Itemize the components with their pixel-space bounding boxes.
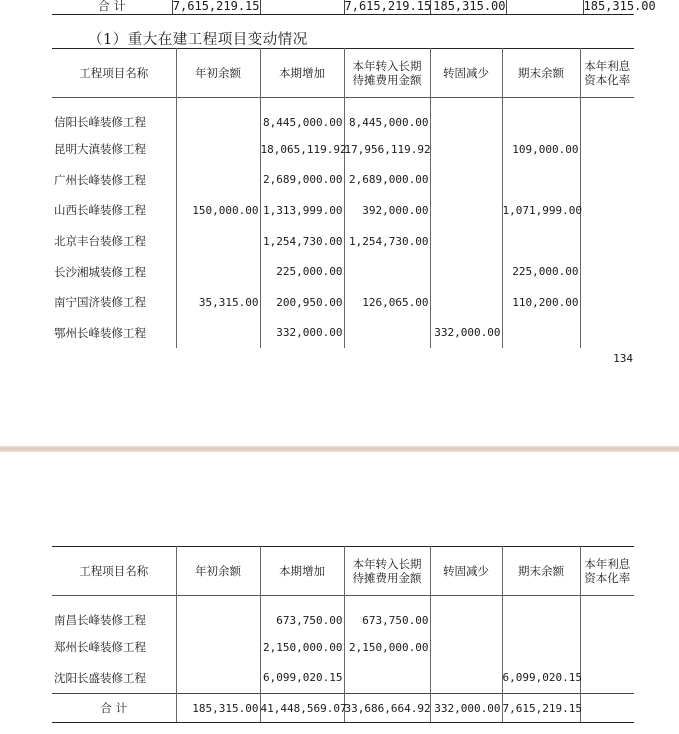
construction-projects-table [52, 48, 634, 348]
total-row [52, 694, 634, 723]
section-heading: （1）重大在建工程项目变动情况 [88, 32, 308, 48]
amount-cell [176, 256, 260, 287]
amount-cell [176, 596, 260, 633]
amount-cell: 150,000.00 [176, 195, 260, 226]
amount-cell: 673,750.00 [344, 596, 430, 633]
column-header-line: 工程项目名称 [79, 564, 149, 578]
amount-cell [430, 195, 502, 226]
column-header-line: 年初余额 [195, 564, 241, 578]
amount-cell: 2,689,000.00 [344, 165, 430, 196]
total-cell [260, 0, 344, 15]
amount-cell [430, 98, 502, 135]
total-amount-cell: 7,615,219.15 [502, 694, 580, 723]
amount-cell [580, 226, 634, 257]
table-row [52, 256, 634, 287]
amount-cell [176, 632, 260, 663]
column-header-line: 待摊费用金额 [352, 73, 422, 87]
project-name-cell: 昆明大滇装修工程 [54, 142, 146, 157]
page-number: 134 [613, 352, 633, 365]
project-name-cell: 北京丰台装修工程 [54, 234, 146, 249]
amount-cell: 332,000.00 [260, 318, 344, 349]
amount-cell: 1,071,999.00 [502, 195, 580, 226]
amount-cell: 1,254,730.00 [260, 226, 344, 257]
column-header-line: 转固减少 [443, 564, 489, 578]
project-name-cell: 郑州长峰装修工程 [54, 640, 146, 655]
amount-cell [176, 165, 260, 196]
amount-cell: 2,150,000.00 [260, 632, 344, 663]
amount-cell [580, 165, 634, 196]
amount-cell [502, 165, 580, 196]
column-header [176, 49, 260, 98]
table-header-row [52, 49, 634, 98]
amount-cell [580, 318, 634, 349]
column-header [52, 547, 176, 596]
amount-cell [176, 98, 260, 135]
amount-cell [430, 134, 502, 165]
project-name-cell: 沈阳长盛装修工程 [54, 670, 146, 685]
amount-cell: 2,150,000.00 [344, 632, 430, 663]
table-body [52, 98, 634, 349]
amount-cell [430, 256, 502, 287]
table-row [52, 318, 634, 349]
column-header [430, 547, 502, 596]
total-amount-cell: 33,686,664.92 [344, 694, 430, 723]
column-header-line: 本年转入长期 [352, 59, 422, 73]
total-cell: 185,315.00 [430, 0, 506, 15]
table-row [52, 226, 634, 257]
column-header-line: 本年转入长期 [352, 557, 422, 571]
total-amount-cell [580, 694, 634, 723]
document-page-lower [0, 452, 679, 734]
column-header-line: 转固减少 [443, 66, 489, 80]
total-amount-cell: 185,315.00 [176, 694, 260, 723]
column-header [344, 547, 430, 596]
project-name-cell: 南宁国济装修工程 [54, 295, 146, 310]
column-header-line: 期末余额 [518, 564, 564, 578]
amount-cell [580, 596, 634, 633]
column-header [502, 547, 580, 596]
project-name-cell: 鄂州长峰装修工程 [54, 325, 146, 340]
amount-cell [502, 632, 580, 663]
table-bottom-rule [52, 14, 634, 15]
column-header-line: 本期增加 [279, 66, 325, 80]
column-header-line: 年初余额 [195, 66, 241, 80]
column-header-line: 本年利息 [584, 557, 631, 571]
column-header-line: 本年利息 [584, 59, 631, 73]
amount-cell: 1,254,730.00 [344, 226, 430, 257]
amount-cell [580, 256, 634, 287]
column-header [52, 49, 176, 98]
amount-cell: 2,689,000.00 [260, 165, 344, 196]
table-body [52, 596, 634, 723]
amount-cell [580, 134, 634, 165]
column-header [344, 49, 430, 98]
column-header-line: 资本化率 [584, 73, 631, 87]
amount-cell: 8,445,000.00 [260, 98, 344, 135]
amount-cell: 35,315.00 [176, 287, 260, 318]
amount-cell [430, 632, 502, 663]
amount-cell [502, 98, 580, 135]
total-amount-cell: 41,448,569.07 [260, 694, 344, 723]
table-row [52, 98, 634, 135]
column-header-line: 期末余额 [518, 66, 564, 80]
amount-cell [580, 663, 634, 694]
table-row [52, 134, 634, 165]
amount-cell [430, 165, 502, 196]
total-cell: 7,615,219.15 [172, 0, 260, 13]
column-header [502, 49, 580, 98]
table-row [52, 663, 634, 694]
amount-cell: 6,099,020.15 [260, 663, 344, 694]
amount-cell [344, 256, 430, 287]
amount-cell: 225,000.00 [260, 256, 344, 287]
amount-cell [430, 663, 502, 694]
amount-cell [430, 226, 502, 257]
amount-cell [580, 632, 634, 663]
amount-cell: 110,200.00 [502, 287, 580, 318]
table-row [52, 632, 634, 663]
table-row [52, 165, 634, 196]
total-amount-cell: 332,000.00 [430, 694, 502, 723]
amount-cell [580, 195, 634, 226]
column-header-line: 工程项目名称 [79, 66, 149, 80]
column-header [580, 547, 634, 596]
project-name-cell: 南昌长峰装修工程 [54, 613, 146, 627]
amount-cell: 1,313,999.00 [260, 195, 344, 226]
amount-cell [502, 226, 580, 257]
amount-cell: 225,000.00 [502, 256, 580, 287]
table-header-row [52, 547, 634, 596]
amount-cell [430, 287, 502, 318]
total-cell: 7,615,219.15 [344, 0, 432, 13]
amount-cell [176, 663, 260, 694]
amount-cell [344, 318, 430, 349]
amount-cell [176, 134, 260, 165]
column-header-line: 本期增加 [279, 564, 325, 578]
project-name-cell: 山西长峰装修工程 [54, 203, 146, 218]
amount-cell: 200,950.00 [260, 287, 344, 318]
amount-cell: 332,000.00 [430, 318, 502, 349]
amount-cell: 392,000.00 [344, 195, 430, 226]
column-header [580, 49, 634, 98]
table-row [52, 287, 634, 318]
amount-cell: 109,000.00 [502, 134, 580, 165]
column-header-line: 资本化率 [584, 571, 631, 585]
amount-cell: 6,099,020.15 [502, 663, 580, 694]
project-name-cell: 信阳长峰装修工程 [54, 115, 146, 129]
amount-cell: 8,445,000.00 [344, 98, 430, 135]
amount-cell [502, 318, 580, 349]
amount-cell [580, 287, 634, 318]
column-header [260, 547, 344, 596]
amount-cell [176, 318, 260, 349]
column-header-line: 待摊费用金额 [352, 571, 422, 585]
amount-cell: 18,065,119.92 [260, 134, 344, 165]
amount-cell [502, 596, 580, 633]
table-row [52, 596, 634, 633]
previous-table-total-row [52, 0, 656, 15]
table-row [52, 195, 634, 226]
project-name-cell: 广州长峰装修工程 [54, 172, 146, 187]
amount-cell [176, 226, 260, 257]
total-cell: 185,315.00 [583, 0, 656, 13]
amount-cell: 673,750.00 [260, 596, 344, 633]
total-label: 合 计 [97, 0, 126, 13]
column-header [430, 49, 502, 98]
amount-cell [344, 663, 430, 694]
project-name-cell: 长沙湘城装修工程 [54, 264, 146, 279]
amount-cell [580, 98, 634, 135]
column-header [260, 49, 344, 98]
amount-cell: 17,956,119.92 [344, 134, 430, 165]
construction-projects-table-continued [52, 546, 634, 723]
amount-cell: 126,065.00 [344, 287, 430, 318]
column-header [176, 547, 260, 596]
total-label: 合 计 [52, 694, 176, 723]
amount-cell [430, 596, 502, 633]
total-cell [506, 0, 583, 15]
